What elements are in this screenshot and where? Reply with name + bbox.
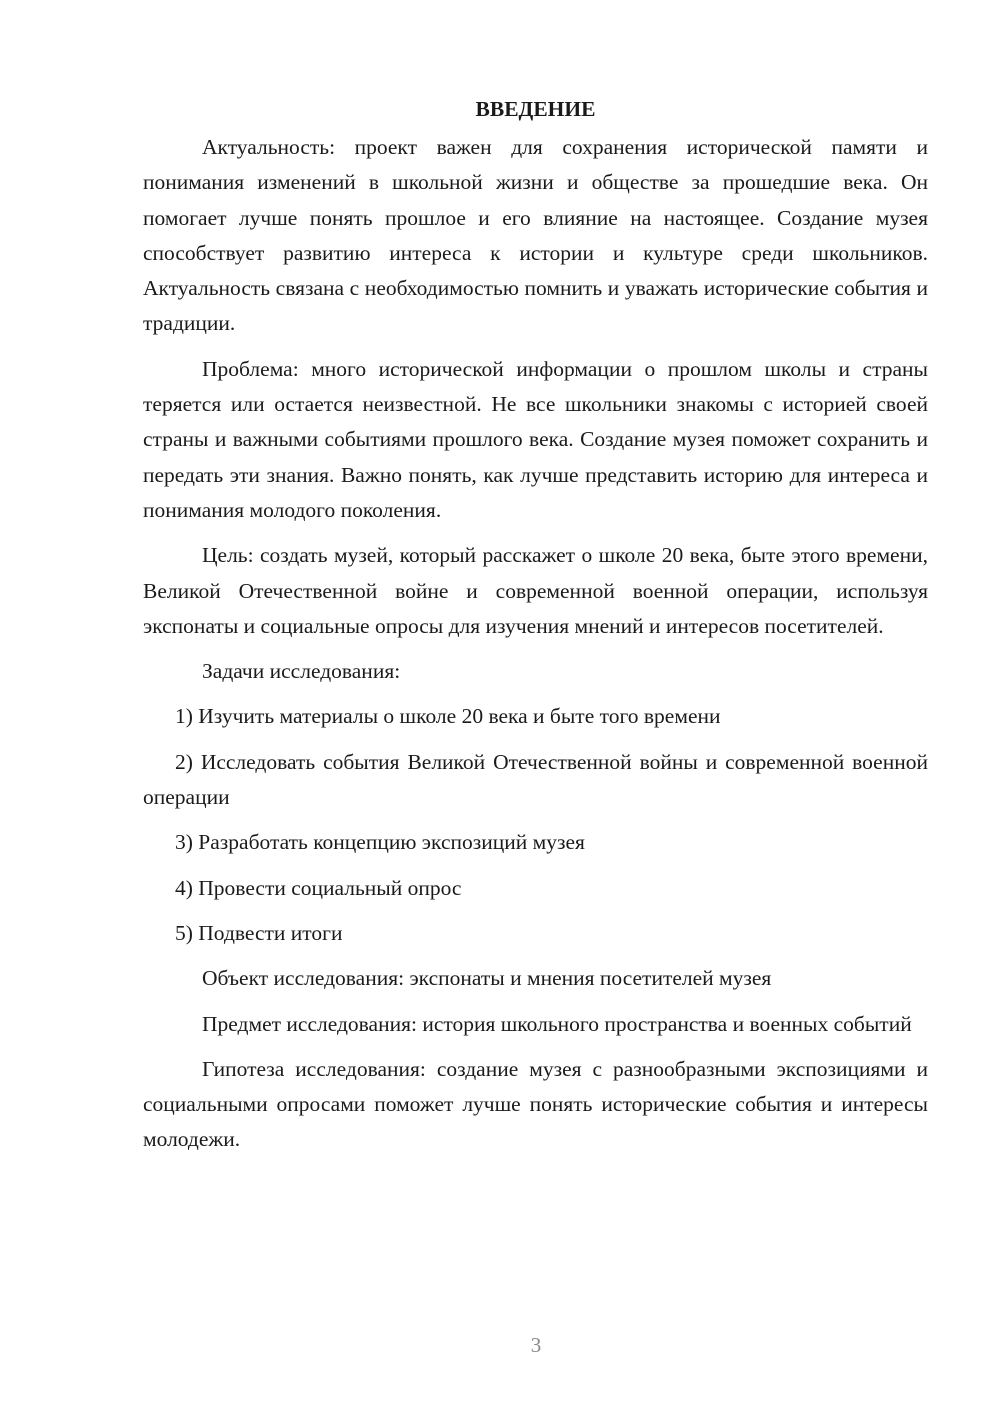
document-page <box>143 92 928 1168</box>
page-title: ВВЕДЕНИЕ <box>475 97 596 121</box>
task-item-2: 2) Исследовать события Великой Отечественной войны и современной военной операции <box>143 749 928 810</box>
relevance-paragraph: Актуальность: проект важен для сохранения исторической памяти и понимания изменений в школьной жизни и обществе за прошедшие века. Он помогает лучше понять прошлое и его влияние на настоящее. Создание музея способствует развитию интереса к истории и культуре среди школьников. Актуальность связана с необходимостью помнить и уважать исторические события и традиции. <box>143 135 928 336</box>
tasks-heading: Задачи исследования: <box>202 659 401 684</box>
hypothesis-paragraph: Гипотеза исследования: создание музея с разнообразными экспозициями и социальными опросами поможет лучше понять исторические события и интересы молодежи. <box>143 1056 928 1152</box>
subject-paragraph: Предмет исследования: история школьного пространства и военных событий <box>202 1011 912 1036</box>
page-number: 3 <box>530 1333 542 1357</box>
task-item-4: 4) Провести социальный опрос <box>175 875 462 900</box>
object-paragraph: Объект исследования: экспонаты и мнения посетителей музея <box>202 966 772 991</box>
problem-paragraph: Проблема: много исторической информации о прошлом школы и страны теряется или остается неизвестной. Не все школьники знакомы с историей своей страны и важными событиями прошлого века. Создание музея поможет сохранить и передать эти знания. Важно понять, как лучше представить историю для интереса и понимания молодого поколения. <box>143 356 928 522</box>
task-item-5: 5) Подвести итоги <box>175 920 343 945</box>
goal-paragraph: Цель: создать музей, который расскажет о школе 20 века, быте этого времени, Великой Отечественной войне и современной военной операции, используя экспонаты и социальные опросы для изучения мнений и интересов посетителей. <box>143 543 928 638</box>
task-item-1: 1) Изучить материалы о школе 20 века и быте того времени <box>175 704 721 729</box>
task-item-3: 3) Разработать концепцию экспозиций музея <box>175 830 585 855</box>
